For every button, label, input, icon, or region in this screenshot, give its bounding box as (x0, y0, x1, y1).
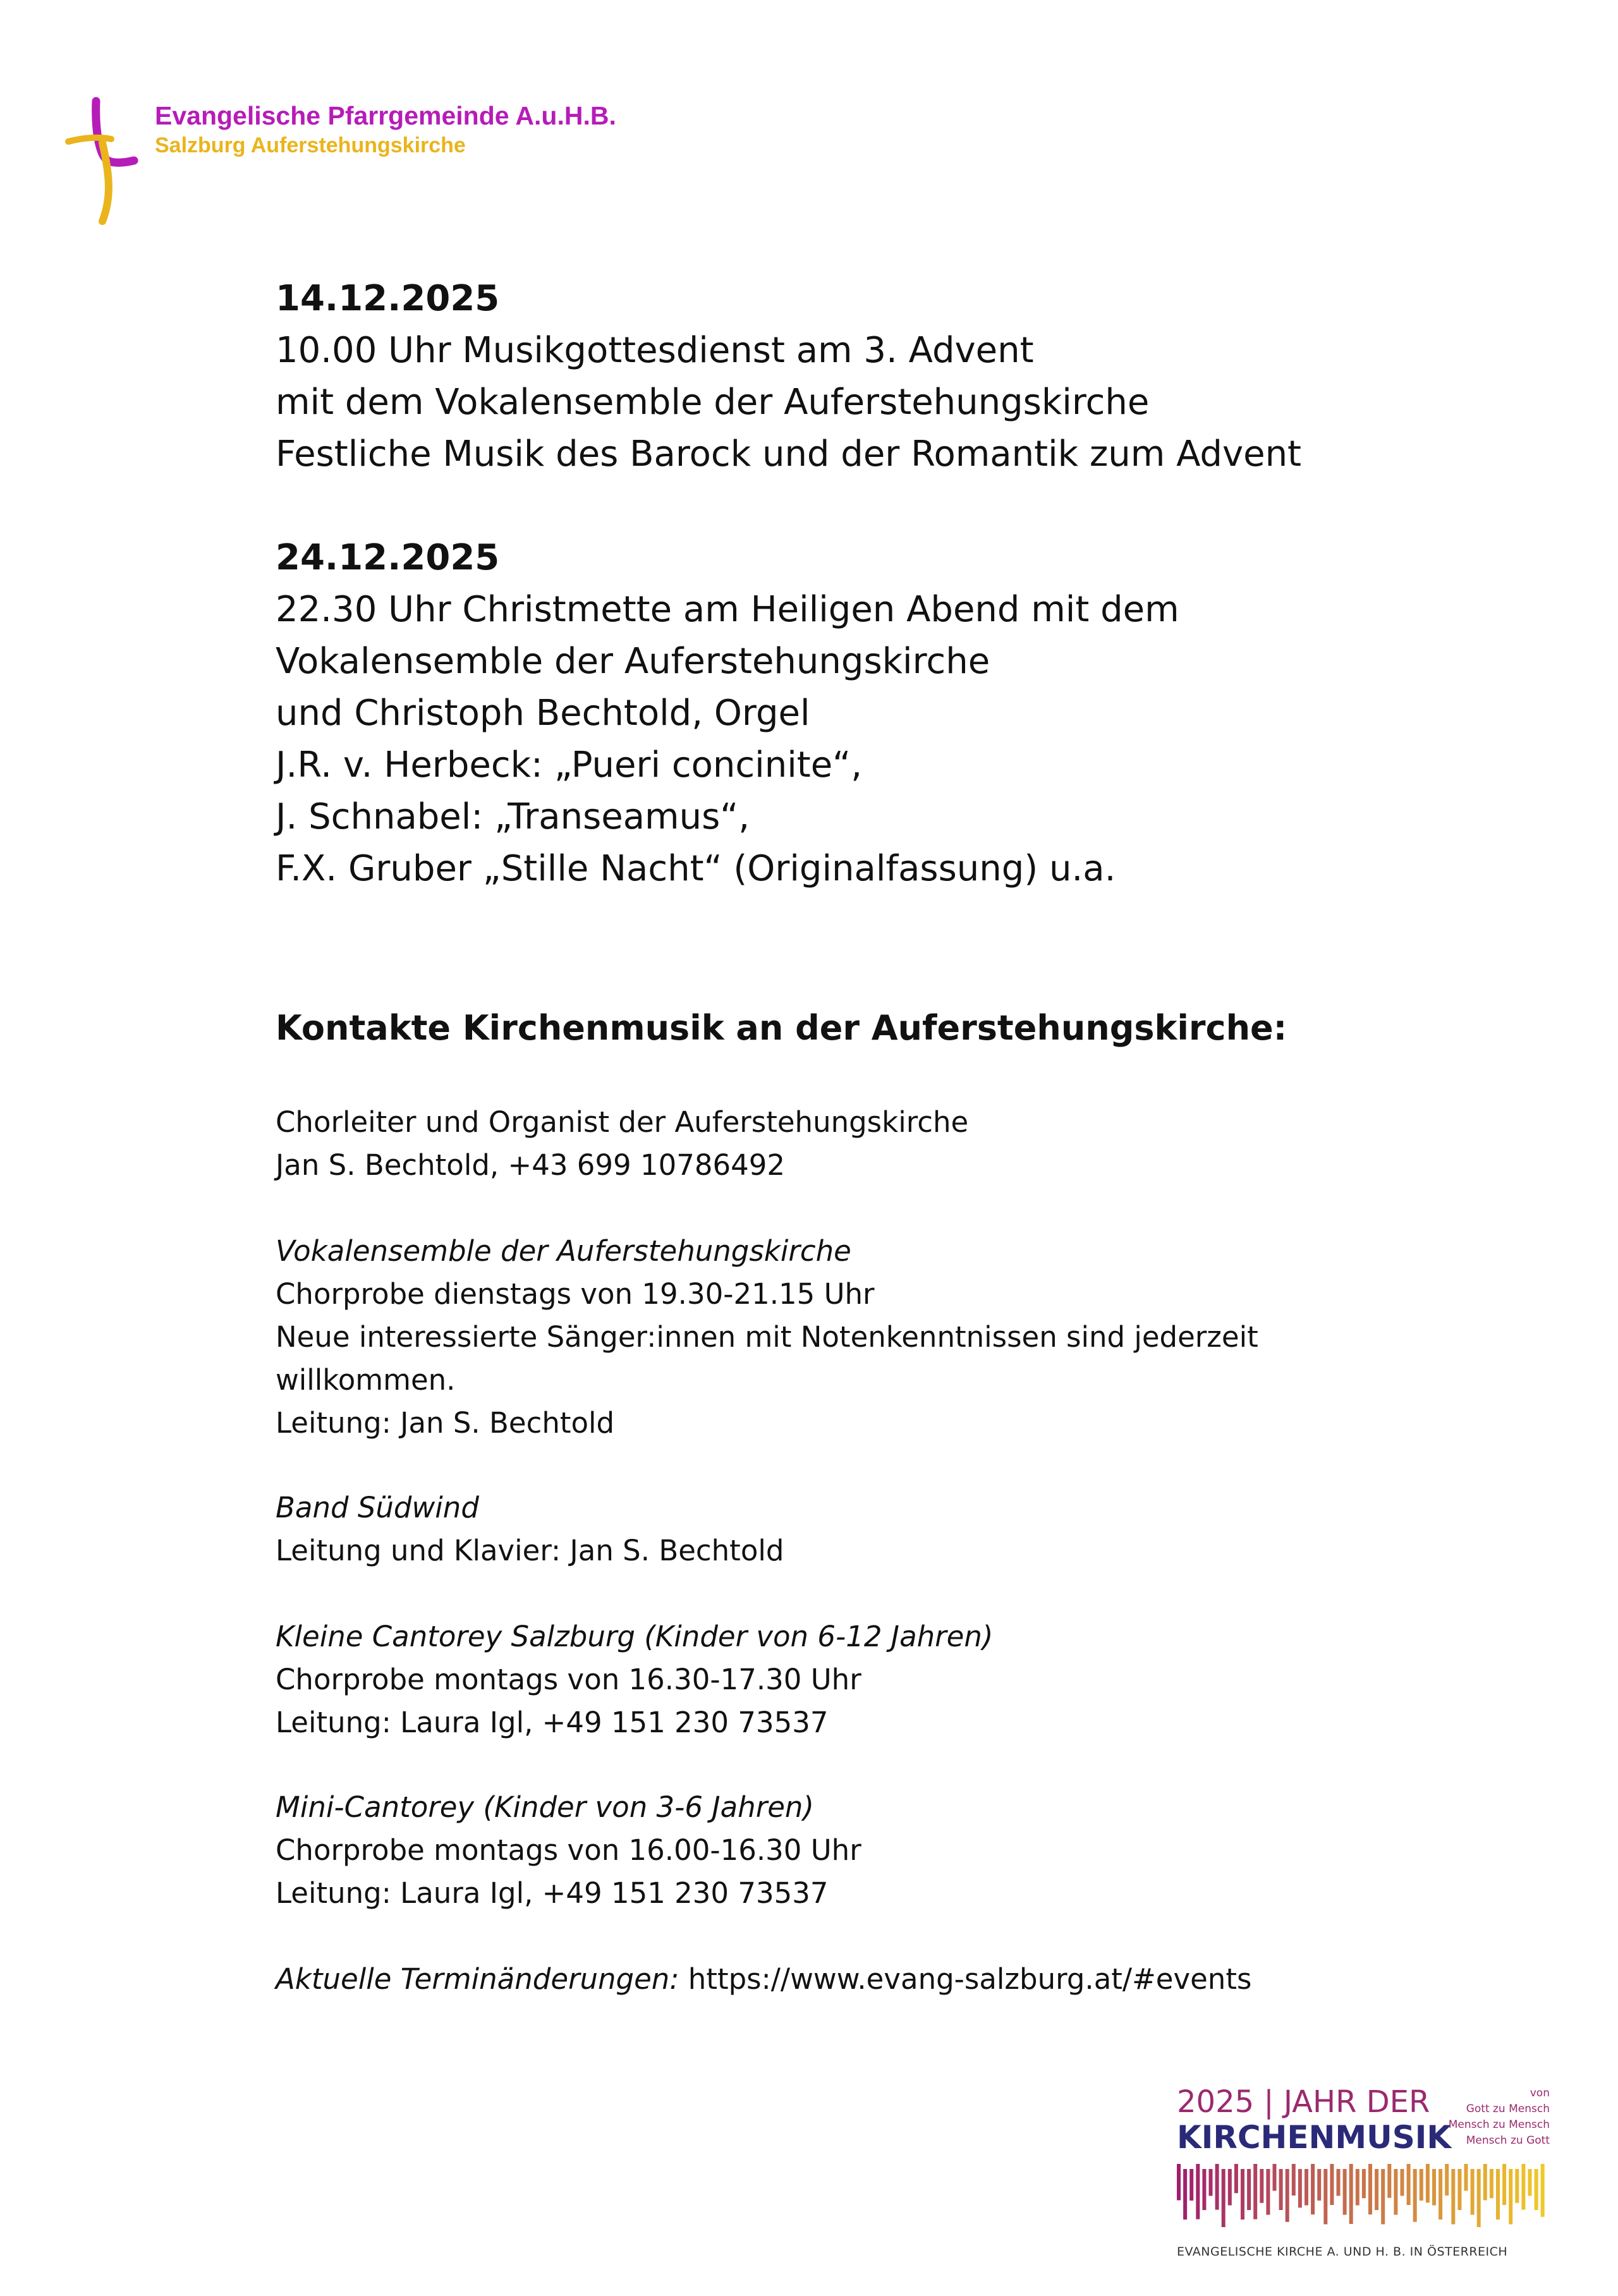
logo-bar (1292, 2164, 1296, 2196)
mini-cantorey-title: Mini-Cantorey (Kinder von 3-6 Jahren) (276, 1790, 814, 1824)
logo-bars-graphic (1177, 2164, 1550, 2227)
logo-bar (1457, 2169, 1461, 2210)
logo-bar (1471, 2169, 1475, 2215)
logo-bar (1477, 2169, 1481, 2227)
header (63, 95, 885, 234)
logo-bar (1279, 2169, 1283, 2210)
kleine-cantorey-rehearsal: Chorprobe montags von 16.30-17.30 Uhr (276, 1663, 861, 1696)
logo-bar (1298, 2169, 1302, 2208)
logo-bar (1496, 2169, 1500, 2220)
event-line: Vokalensemble der Auferstehungskirche (276, 641, 990, 682)
logo-bar (1286, 2169, 1289, 2222)
logo-bar (1509, 2169, 1512, 2225)
event-line: 22.30 Uhr Christmette am Heiligen Abend mit dem (276, 589, 1179, 630)
band-leader: Leitung und Klavier: Jan S. Bechtold (276, 1534, 784, 1567)
cross-icon (63, 95, 139, 228)
mini-cantorey-rehearsal: Chorprobe montags von 16.00-16.30 Uhr (276, 1833, 861, 1867)
logo-bar (1311, 2164, 1315, 2214)
logo-bar (1266, 2169, 1270, 2215)
org-subtitle: Salzburg Auferstehungskirche (155, 133, 466, 157)
updates-link[interactable]: https://www.evang-salzburg.at/#events (688, 1962, 1252, 1996)
logo-bar (1483, 2164, 1487, 2201)
event-line: mit dem Vokalensemble der Auferstehungskirche (276, 382, 1150, 423)
logo-bar (1541, 2164, 1545, 2217)
logo-bar (1394, 2169, 1397, 2215)
logo-bar (1343, 2169, 1347, 2215)
logo-bar (1273, 2164, 1277, 2191)
logo-bar (1407, 2164, 1411, 2205)
logo-bar (1439, 2169, 1442, 2220)
logo-bar (1356, 2169, 1359, 2206)
logo-bar (1432, 2169, 1436, 2206)
logo-bar (1381, 2169, 1385, 2225)
logo-motto (1449, 2086, 1550, 2149)
event-line: Festliche Musik des Barock und der Romantik zum Advent (276, 434, 1302, 475)
logo-bar (1401, 2169, 1404, 2196)
vokalensemble-title: Vokalensemble der Auferstehungskirche (276, 1234, 851, 1268)
event-line: F.X. Gruber „Stille Nacht“ (Originalfassung) u.a. (276, 848, 1116, 889)
logo-bar (1260, 2169, 1263, 2203)
logo-bar (1502, 2164, 1506, 2205)
vokalensemble-invite: Neue interessierte Sänger:innen mit Notenkenntnissen sind jederzeit (276, 1320, 1258, 1354)
logo-motto-line: Gott zu Mensch (1466, 2103, 1550, 2115)
logo-bar (1196, 2164, 1200, 2220)
mini-cantorey-leader: Leitung: Laura Igl, +49 151 230 73537 (276, 1876, 829, 1910)
logo-bar (1202, 2169, 1206, 2210)
event-line: 10.00 Uhr Musikgottesdienst am 3. Advent (276, 330, 1034, 371)
org-block (155, 100, 616, 159)
logo-footer-text: EVANGELISCHE KIRCHE A. UND H. B. IN ÖSTERREICH (1177, 2245, 1508, 2259)
logo-bar (1330, 2164, 1334, 2205)
logo-bar (1387, 2164, 1391, 2198)
logo-bar (1183, 2169, 1187, 2220)
vokalensemble-invite-cont: willkommen. (276, 1363, 456, 1397)
kleine-cantorey-leader: Leitung: Laura Igl, +49 151 230 73537 (276, 1706, 829, 1739)
logo-bar (1253, 2164, 1257, 2220)
event-date: 24.12.2025 (276, 537, 500, 578)
kirchenmusik-logo (1177, 2083, 1556, 2273)
logo-year: 2025 | JAHR DER (1177, 2084, 1430, 2120)
logo-bar (1305, 2169, 1308, 2206)
vokalensemble-leader: Leitung: Jan S. Bechtold (276, 1406, 615, 1440)
logo-bar (1535, 2169, 1538, 2210)
logo-motto-line: Mensch zu Gott (1466, 2134, 1550, 2147)
event-date: 14.12.2025 (276, 278, 500, 319)
logo-bar (1445, 2164, 1449, 2196)
logo-bar (1323, 2169, 1327, 2225)
logo-bar (1234, 2164, 1238, 2193)
logo-bar (1375, 2169, 1378, 2210)
logo-bar (1368, 2164, 1372, 2214)
logo-bar (1515, 2169, 1519, 2203)
updates-line (276, 1958, 1251, 2001)
logo-bar (1349, 2164, 1353, 2224)
logo-bar (1215, 2164, 1219, 2210)
logo-bar (1362, 2169, 1366, 2198)
updates-label: Aktuelle Terminänderungen: (276, 1962, 679, 1996)
logo-bar (1426, 2164, 1430, 2202)
logo-bar (1189, 2169, 1193, 2201)
logo-bar (1420, 2169, 1423, 2201)
logo-bar (1528, 2169, 1532, 2196)
logo-bar (1317, 2169, 1321, 2201)
logo-title: KIRCHENMUSIK (1177, 2119, 1452, 2156)
kleine-cantorey-title: Kleine Cantorey Salzburg (Kinder von 6-12 Jahren) (276, 1620, 994, 1653)
logo-bar (1177, 2164, 1181, 2201)
logo-motto-line: von (1530, 2087, 1550, 2099)
organist-contact: Jan S. Bechtold, +43 699 10786492 (276, 1148, 786, 1182)
logo-bar (1228, 2169, 1232, 2206)
event-line: J. Schnabel: „Transeamus“, (276, 796, 750, 837)
event-line: und Christoph Bechtold, Orgel (276, 693, 810, 734)
logo-bar (1413, 2169, 1417, 2222)
logo-bar (1521, 2164, 1525, 2210)
event-line: J.R. v. Herbeck: „Pueri concinite“, (276, 744, 862, 786)
contacts-heading: Kontakte Kirchenmusik an der Auferstehungskirche: (276, 1008, 1287, 1048)
logo-bar (1451, 2169, 1455, 2225)
logo-bar (1337, 2169, 1341, 2196)
logo-bar (1464, 2164, 1468, 2191)
vokalensemble-rehearsal: Chorprobe dienstags von 19.30-21.15 Uhr (276, 1277, 875, 1311)
org-name: Evangelische Pfarrgemeinde A.u.H.B. (155, 101, 616, 130)
organist-role: Chorleiter und Organist der Auferstehungskirche (276, 1105, 969, 1139)
logo-bar (1222, 2169, 1226, 2227)
logo-bar (1209, 2169, 1213, 2196)
logo-bar (1490, 2169, 1493, 2198)
logo-bar (1247, 2169, 1251, 2210)
band-title: Band Südwind (276, 1491, 479, 1524)
logo-bar (1241, 2169, 1244, 2220)
logo-motto-line: Mensch zu Mensch (1448, 2118, 1550, 2131)
